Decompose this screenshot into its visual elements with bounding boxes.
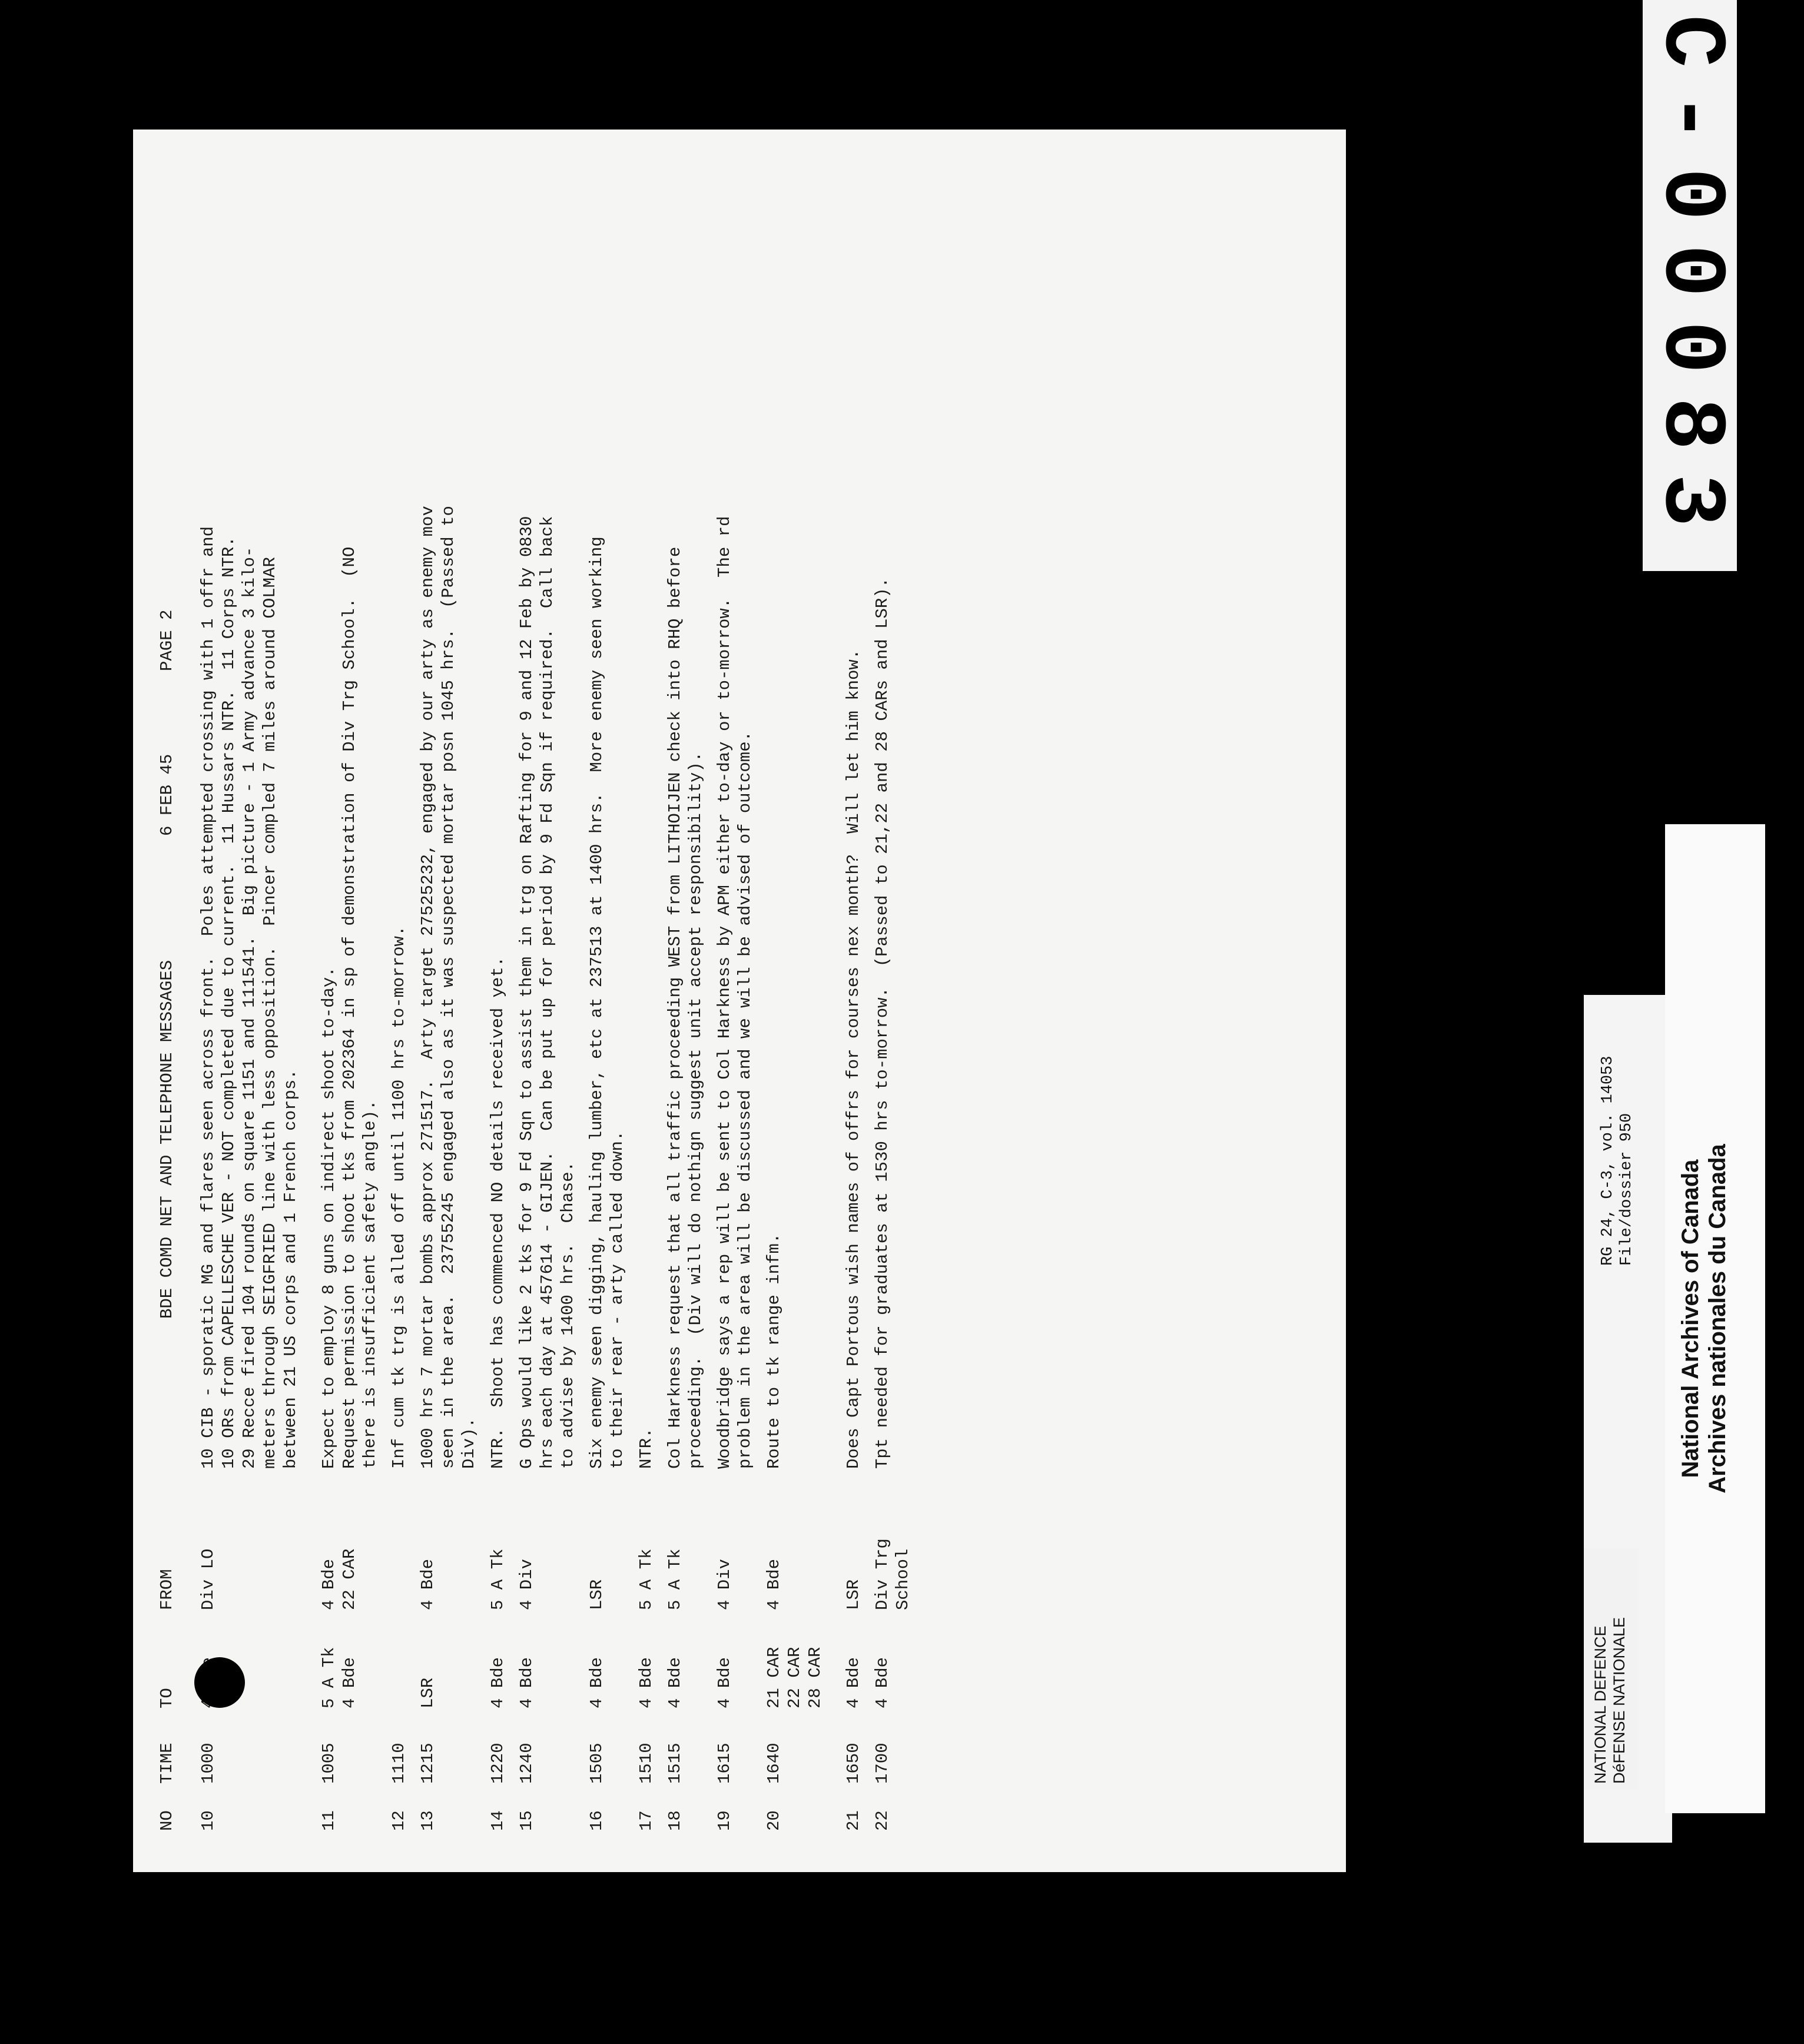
message-line: hrs each day at 457614 - GIJEN. Can be put up for period by 9 Fd Sqn if required. Call back bbox=[538, 516, 557, 1469]
entry-no: 10 bbox=[198, 1810, 218, 1831]
message-entry bbox=[389, 130, 409, 1872]
frame-number: C-00083 bbox=[1640, 14, 1740, 551]
page-number: PAGE 2 bbox=[157, 609, 177, 671]
entry-to bbox=[488, 1657, 508, 1708]
entry-message bbox=[636, 162, 656, 1469]
entry-from-unit: 5 A Tk bbox=[636, 1548, 656, 1610]
archives-en: National Archives of Canada bbox=[1677, 1159, 1703, 1478]
message-entry bbox=[872, 130, 913, 1872]
entry-message bbox=[586, 162, 628, 1469]
punch-hole bbox=[194, 1657, 245, 1708]
entry-from bbox=[488, 1549, 508, 1610]
entry-from-unit: Div LO bbox=[198, 1548, 218, 1610]
entry-message bbox=[714, 162, 755, 1469]
entry-time: 1215 bbox=[418, 1743, 437, 1784]
log-entries bbox=[198, 130, 921, 1872]
entry-time: 1650 bbox=[844, 1743, 863, 1784]
message-entry bbox=[417, 130, 479, 1872]
document-title: BDE COMD NET AND TELEPHONE MESSAGES bbox=[157, 960, 177, 1319]
entry-to-unit: 4 Bde bbox=[517, 1657, 536, 1708]
header-time: TIME bbox=[157, 1743, 177, 1784]
header-from: FROM bbox=[157, 1569, 177, 1610]
message-entry bbox=[636, 130, 656, 1872]
message-line: to advise by 1400 hrs. Chase. bbox=[558, 1161, 578, 1469]
entry-to-unit: 4 Bde bbox=[715, 1657, 734, 1708]
entry-time: 1640 bbox=[764, 1743, 784, 1784]
entry-from bbox=[516, 1559, 537, 1610]
reference-line-1: RG 24, C-3, vol. 14053 bbox=[1599, 1056, 1617, 1266]
entry-from-unit: 4 Div bbox=[715, 1558, 734, 1610]
entry-message bbox=[389, 162, 409, 1469]
entry-message bbox=[319, 162, 380, 1469]
entry-no: 21 bbox=[844, 1810, 863, 1831]
message-line: 29 Recce fired 104 rounds on square 1151 and 111541. Big picture - 1 Army advance 3 kilo- bbox=[240, 546, 259, 1469]
entry-to bbox=[636, 1657, 656, 1708]
message-entry bbox=[319, 130, 380, 1872]
entry-from-unit: 22 CAR bbox=[340, 1548, 359, 1610]
national-defence-label bbox=[1584, 1548, 1638, 1790]
message-line: Div). bbox=[459, 1417, 479, 1469]
entry-to-unit: 4 Bde bbox=[636, 1657, 656, 1708]
entry-to bbox=[319, 1647, 360, 1708]
message-line: NTR. Shoot has commenced NO details received yet. bbox=[488, 956, 508, 1469]
reference-label bbox=[1599, 995, 1663, 1266]
message-line: meters through SEIGFRIED line with less opposition. Pincer compled 7 miles around COLMAR bbox=[260, 557, 280, 1469]
message-entry bbox=[764, 130, 825, 1872]
message-line: Does Capt Portous wish names of offrs for courses nex month? Will let him know. bbox=[844, 649, 863, 1469]
message-line: 10 ORs from CAPELLESCHE VER - NOT completed due to current. 11 Hussars NTR. 11 Corps NTR. bbox=[219, 536, 238, 1469]
entry-to-unit: 4 Bde bbox=[340, 1657, 359, 1708]
message-line: G Ops would like 2 tks for 9 Fd Sqn to assist them in trg on Rafting for 9 and 12 Feb by 0830 bbox=[517, 516, 536, 1469]
message-line: Woodbridge says a rep will be sent to Col Harkness by APM either to-day or to-morrow. The rd bbox=[715, 516, 734, 1469]
entry-time: 1000 bbox=[198, 1743, 218, 1784]
entry-from bbox=[764, 1559, 784, 1610]
entry-time: 1505 bbox=[587, 1743, 606, 1784]
entry-no: 13 bbox=[418, 1810, 437, 1831]
message-line: Request permission to shoot tks from 202364 in sp of demonstration of Div Trg School. (NO bbox=[340, 546, 359, 1469]
entry-no: 14 bbox=[488, 1810, 508, 1831]
entry-time: 1005 bbox=[319, 1743, 339, 1784]
entry-from-unit: 5 A Tk bbox=[665, 1548, 685, 1610]
archives-label bbox=[1665, 824, 1765, 1813]
message-entry bbox=[488, 130, 508, 1872]
message-entry bbox=[843, 130, 864, 1872]
entry-to bbox=[665, 1657, 685, 1708]
message-line: Tpt needed for graduates at 1530 hrs to-morrow. (Passed to 21,22 and 28 CARs and LSR). bbox=[873, 577, 892, 1469]
entry-from-unit: 5 A Tk bbox=[488, 1548, 508, 1610]
entry-from-unit: 4 Bde bbox=[418, 1558, 437, 1610]
entry-message bbox=[516, 162, 578, 1469]
message-line: Col Harkness request that all traffic proceeding WEST from LITHOIJEN check into RHQ before bbox=[665, 546, 685, 1469]
entry-from-unit: Div Trg bbox=[873, 1538, 892, 1610]
message-entry bbox=[714, 130, 755, 1872]
entry-to-unit: 4 Bde bbox=[873, 1657, 892, 1708]
message-line: between 21 US corps and 1 French corps. bbox=[281, 1069, 300, 1469]
message-entry bbox=[586, 130, 628, 1872]
entry-from-unit: LSR bbox=[844, 1579, 863, 1610]
entry-no: 11 bbox=[319, 1810, 339, 1831]
entry-time: 1220 bbox=[488, 1743, 508, 1784]
entry-to-unit: LSR bbox=[418, 1677, 437, 1708]
entry-message bbox=[417, 162, 479, 1469]
message-line: problem in the area will be discussed and we will be advised of outcome. bbox=[735, 731, 755, 1469]
entry-from bbox=[198, 1549, 218, 1610]
reference-line-2: File/dossier 950 bbox=[1618, 1113, 1636, 1266]
entry-time: 1515 bbox=[665, 1743, 685, 1784]
entry-message bbox=[764, 162, 784, 1469]
entry-message bbox=[665, 162, 706, 1469]
message-line: Route to tk range infm. bbox=[764, 1233, 784, 1469]
entry-message bbox=[872, 162, 893, 1469]
entry-to-unit: 4 Bde bbox=[665, 1657, 685, 1708]
entry-to-unit: 4 Bde bbox=[844, 1657, 863, 1708]
message-line: there is insufficient safety angle). bbox=[360, 1100, 380, 1469]
entry-from bbox=[636, 1549, 656, 1610]
message-entry bbox=[665, 130, 706, 1872]
entry-no: 16 bbox=[587, 1810, 606, 1831]
entry-from bbox=[714, 1559, 735, 1610]
message-line: seen in the area. 23755245 engaged also as it was suspected mortar posn 1045 hrs. (Passed to bbox=[439, 506, 458, 1469]
entry-to bbox=[872, 1657, 893, 1708]
national-defence-fr: DéFENSE NATIONALE bbox=[1610, 1617, 1628, 1784]
message-line: Inf cum tk trg is alled off until 1100 hrs to-morrow. bbox=[389, 925, 409, 1469]
header-to: TO bbox=[157, 1688, 177, 1708]
entry-no: 22 bbox=[873, 1810, 892, 1831]
entry-no: 19 bbox=[715, 1810, 734, 1831]
entry-to-unit: 22 CAR bbox=[785, 1647, 804, 1708]
entry-from-unit: School bbox=[893, 1548, 913, 1610]
entry-from bbox=[872, 1538, 913, 1610]
entry-no: 12 bbox=[389, 1810, 409, 1831]
entry-from bbox=[586, 1580, 607, 1610]
entry-to-unit: 4 Bde bbox=[587, 1657, 606, 1708]
entry-to-unit: 28 CAR bbox=[805, 1647, 825, 1708]
entry-from bbox=[417, 1559, 438, 1610]
entry-to bbox=[843, 1657, 864, 1708]
entry-time: 1240 bbox=[517, 1743, 536, 1784]
message-line: NTR. bbox=[636, 1428, 656, 1469]
entry-no: 20 bbox=[764, 1810, 784, 1831]
log-header bbox=[157, 130, 180, 1872]
entry-to-unit: 5 A Tk bbox=[319, 1647, 339, 1708]
message-line: 1000 hrs 7 mortar bombs approx 271517. Arty target 27525232, engaged by our arty as enemy mov bbox=[418, 506, 437, 1469]
header-no: NO bbox=[157, 1810, 177, 1831]
message-entry bbox=[516, 130, 578, 1872]
message-line: 10 CIB - sporatic MG and flares seen across front. Poles attempted crossing with 1 offr and bbox=[198, 526, 218, 1469]
entry-from-unit: 4 Bde bbox=[764, 1558, 784, 1610]
entry-message bbox=[843, 162, 864, 1469]
entry-message bbox=[488, 162, 508, 1469]
message-line: to their rear - arty called down. bbox=[608, 1130, 627, 1469]
document-date: 6 FEB 45 bbox=[157, 754, 177, 836]
entry-no: 18 bbox=[665, 1810, 685, 1831]
entry-no: 17 bbox=[636, 1810, 656, 1831]
entry-message bbox=[198, 162, 301, 1469]
entry-from bbox=[843, 1580, 864, 1610]
entry-time: 1510 bbox=[636, 1743, 656, 1784]
message-line: Six enemy seen digging, hauling lumber, etc at 237513 at 1400 hrs. More enemy seen working bbox=[587, 536, 606, 1469]
entry-from-unit: 4 Div bbox=[517, 1558, 536, 1610]
message-line: Expect to employ 8 guns on indirect shoot to-day. bbox=[319, 967, 339, 1469]
message-entry bbox=[198, 130, 301, 1872]
entry-to bbox=[417, 1678, 438, 1708]
entry-from-unit: LSR bbox=[587, 1579, 606, 1610]
entry-time: 1700 bbox=[873, 1743, 892, 1784]
entry-to bbox=[764, 1647, 825, 1708]
archives-fr: Archives nationales du Canada bbox=[1704, 1144, 1730, 1494]
entry-no: 15 bbox=[517, 1810, 536, 1831]
entry-to bbox=[516, 1657, 537, 1708]
message-line: proceeding. (Div will do nothign suggest unit accept responsibility). bbox=[686, 751, 705, 1469]
entry-from bbox=[665, 1549, 685, 1610]
entry-time: 1615 bbox=[715, 1743, 734, 1784]
entry-from bbox=[319, 1549, 360, 1610]
national-defence-en: NATIONAL DEFENCE bbox=[1591, 1625, 1609, 1784]
message-log bbox=[133, 130, 1346, 1872]
entry-time: 1110 bbox=[389, 1743, 409, 1784]
entry-from-unit: 4 Bde bbox=[319, 1558, 339, 1610]
entry-to bbox=[714, 1657, 735, 1708]
entry-to-unit: 21 CAR bbox=[764, 1647, 784, 1708]
entry-to bbox=[586, 1657, 607, 1708]
entry-to-unit: 4 Bde bbox=[488, 1657, 508, 1708]
